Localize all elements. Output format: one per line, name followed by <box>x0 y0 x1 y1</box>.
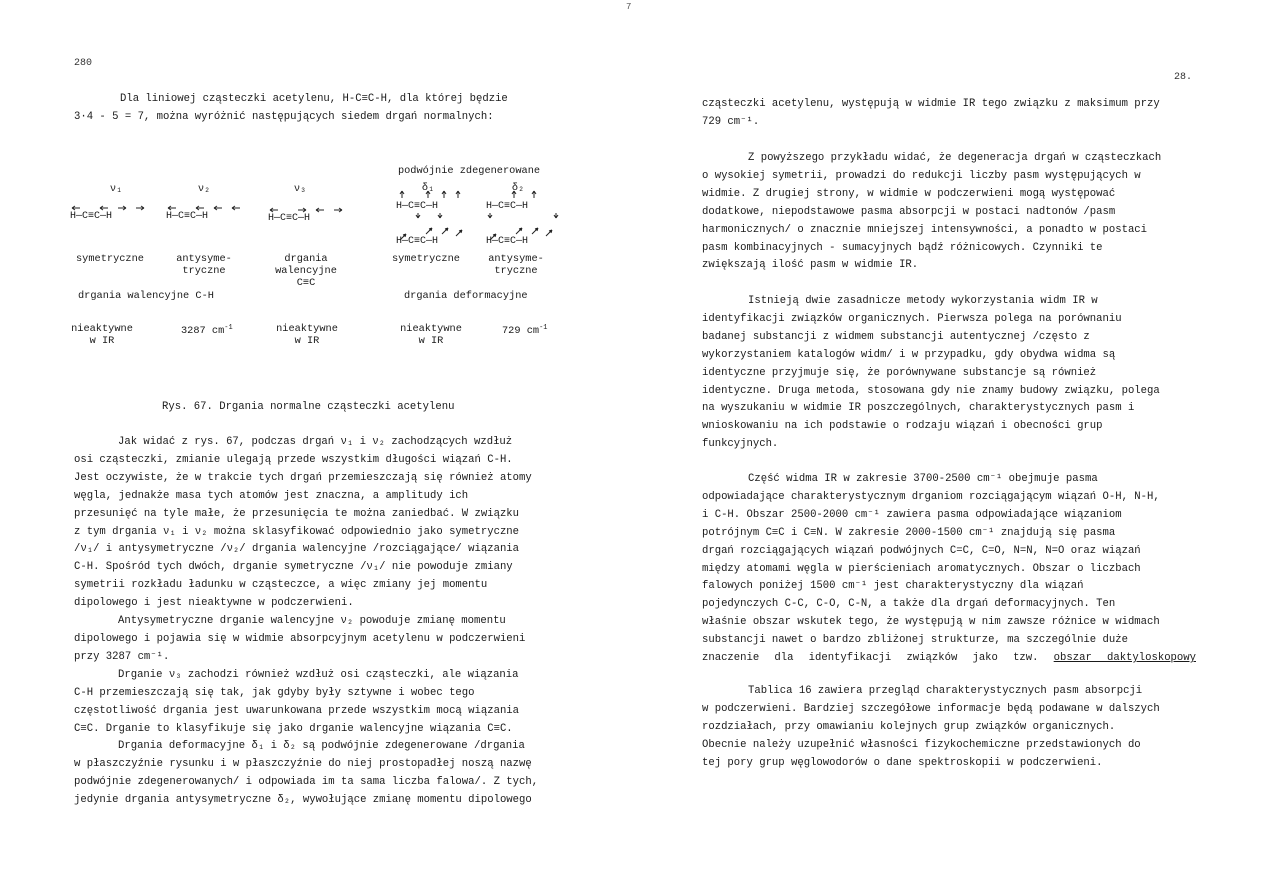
right-paragraph-1 <box>702 96 1196 132</box>
text-line: rozdziałach, przy omawianiu kolejnych grup związków organicznych. <box>702 720 1116 733</box>
molecule-text: H—C≡C—H <box>268 213 311 224</box>
text-line: Antysymetryczne drganie walencyjne ν₂ powoduje zmianę momentu <box>118 615 506 628</box>
text-line: zwiększają ilość pasm w widmie IR. <box>702 259 919 272</box>
text-line: na wyszukaniu w widmie IR poszczególnych, charakterystycznych pasm i <box>702 402 1135 415</box>
text-line: w podczerwieni. Bardziej szczegółowe informacje będą podawane w dalszych <box>702 702 1160 715</box>
text-line: Dla liniowej cząsteczki acetylenu, H-C≡C-H, dla której będzie <box>120 93 508 105</box>
text-line: 729 cm⁻¹. <box>702 115 760 128</box>
activity-nu1: nieaktywne w IR <box>71 323 133 347</box>
text-line: identyczne. Druga metoda, stosowana gdy nie znamy budowy związku, polega <box>702 384 1160 397</box>
molecule-text: H—C≡C—H <box>486 236 529 247</box>
mode-label-nu3: ν₃ <box>293 183 307 195</box>
text-fragment: znaczenie dla identyfikacji związków jako tzw. <box>702 652 1039 665</box>
text-line: wykorzystaniem katalogów widm/ i w przypadku, gdy obydwa widma są <box>702 348 1116 361</box>
text-line: przesunięć na tyle małe, że przesunięcia te można zaniedbać. W związku <box>74 507 520 520</box>
symmetry-nu3: drgania walencyjne C≡C <box>275 253 337 289</box>
molecule-text: H—C≡C—H <box>166 211 209 222</box>
molecule-text: H—C≡C—H <box>70 211 113 222</box>
activity-delta2 <box>502 322 547 337</box>
text-line: pojedynczych C-C, C-O, C-N, a także dla drgań deformacyjnych. Ten <box>702 598 1116 611</box>
text-line: między atomami węgla w pierścieniach aromatycznych. Obszar o liczbach <box>702 562 1141 575</box>
page-number-left: 280 <box>74 58 93 69</box>
text-line: Jak widać z rys. 67, podczas drgań ν₁ i ν₂ zachodzących wzdłuż <box>118 436 513 448</box>
symmetry-delta1: symetryczne <box>392 253 460 265</box>
delta1-up-arrows-icon <box>396 189 476 219</box>
molecule-delta2-a <box>486 201 528 212</box>
text-line: odpowiadające charakterystycznym drganiom rozciągającym wiązań O-H, N-H, <box>702 490 1160 503</box>
activity-nu2 <box>181 322 233 337</box>
delta2-side-arrows-icon <box>486 226 566 242</box>
molecule-nu3 <box>268 213 310 224</box>
text-line: częstotliwość drgania jest uwarunkowana przede wszystkim mocą wiązania <box>74 704 520 717</box>
symmetry-nu2: antysyme- tryczne <box>176 253 232 277</box>
text-line: dodatkowe, niepodstawowe pasma absorpcji w postaci nadtonów /pasm <box>702 205 1116 218</box>
text-line: badanej substancji z widmem substancji autentycznej /często z <box>702 330 1090 343</box>
group-valence: drgania walencyjne C-H <box>78 290 214 302</box>
molecule-text: H—C≡C—H <box>396 201 439 212</box>
symmetry-nu1: symetryczne <box>76 253 144 265</box>
text-line: właśnie obszar wskutek tego, że występują w nim zawsze różnice w widmach <box>702 616 1160 629</box>
text-line: dipolowego i pojawia się w widmie absorpcyjnym acetylenu w podczerwieni <box>74 632 526 645</box>
text-line: Część widma IR w zakresie 3700-2500 cm⁻¹ obejmuje pasma <box>748 473 1098 485</box>
molecule-nu1 <box>70 211 112 222</box>
text-line: z tym drgania ν₁ i ν₂ można sklasyfikować odpowiednio jako symetryczne <box>74 525 520 538</box>
molecule-delta1-b <box>396 236 438 247</box>
nu2-arrows-icon <box>166 202 246 212</box>
page-number-right: 28. <box>1174 72 1193 83</box>
fingerprint-term: obszar daktyloskopowy <box>1053 652 1196 665</box>
figure-caption: Rys. 67. Drgania normalne cząsteczki acetylenu <box>162 401 455 413</box>
text-line: identyczne przyjmuje się, że porównywane substancje są również <box>702 366 1097 379</box>
unit-exponent: -1 <box>224 324 233 332</box>
mode-label-nu1: ν₁ <box>109 183 123 195</box>
text-line: substancji nawet o bardzo zbliżonej strukturze, ma szczególnie duże <box>702 634 1128 647</box>
right-page <box>640 0 1263 893</box>
text-line: Drgania deformacyjne δ₁ i δ₂ są podwójnie zdegenerowane /drgania <box>118 740 525 753</box>
mode-label-nu2: ν₂ <box>197 183 211 195</box>
text-line: tej pory grup węglowodorów o dane spektroskopii w podczerwieni. <box>702 756 1103 769</box>
molecule-delta2-b <box>486 236 528 247</box>
text-line: pasm kombinacyjnych - sumacyjnych bądź różnicowych. Czynniki te <box>702 241 1103 254</box>
symmetry-delta2: antysyme- tryczne <box>488 253 544 277</box>
text-line: potrójnym C≡C i C≡N. W zakresie 2000-1500 cm⁻¹ znajdują się pasma <box>702 526 1116 539</box>
text-line: Obecnie należy uzupełnić własności fizykochemiczne przedstawionych do <box>702 738 1141 751</box>
unit-exponent: -1 <box>539 324 548 332</box>
text-line: C-H przemieszczają się tak, jak gdyby były sztywne i wobec tego <box>74 686 475 699</box>
text-line: węgla, jednakże masa tych atomów jest znaczna, a amplitudy ich <box>74 489 469 502</box>
intro-paragraph <box>74 91 556 127</box>
activity-nu3: nieaktywne w IR <box>276 323 338 347</box>
text-line: funkcyjnych. <box>702 438 779 451</box>
text-line: Jest oczywiste, że w trakcie tych drgań przemieszczają się również atomy <box>74 471 532 484</box>
page-top-mark: 7 <box>626 2 632 12</box>
right-paragraph-3 <box>702 293 1196 454</box>
text-line: osi cząsteczki, zmianie ulegają przede wszystkim długości wiązań C-H. <box>74 453 513 466</box>
text-line: harmonicznych/ o znacznie mniejszej intensywności, a ponadto w postaci <box>702 223 1148 236</box>
activity-delta1: nieaktywne w IR <box>400 323 462 347</box>
text-line: Tablica 16 zawiera przegląd charakterystycznych pasm absorpcji <box>748 685 1143 697</box>
text-line: wnioskowaniu na ich podstawie o rodzaju wiązań i obecności grup <box>702 420 1103 433</box>
delta2-wavenumber: 729 cm <box>502 325 540 337</box>
text-line: widmie. Z drugiej strony, w widmie w podczerwieni mogą występować <box>702 187 1116 200</box>
text-line: drgań rozciągających wiązań podwójnych C=C, C=O, N=N, N=O oraz wiązań <box>702 544 1141 557</box>
text-line: Istnieją dwie zasadnicze metody wykorzystania widm IR w <box>748 295 1098 307</box>
text-line: /ν₁/ i antysymetryczne /ν₂/ drgania walencyjne /rozciągające/ wiązania <box>74 543 520 556</box>
molecule-delta1-a <box>396 201 438 212</box>
text-line: i C-H. Obszar 2500-2000 cm⁻¹ zawiera pasma odpowiadające wiązaniom <box>702 508 1122 521</box>
text-line: jedynie drgania antysymetryczne δ₂, wywołujące zmianę momentu dipolowego <box>74 794 532 807</box>
text-line: dipolowego i jest nieaktywne w podczerwieni. <box>74 597 354 610</box>
delta2-up-arrows-icon <box>486 189 566 219</box>
right-paragraph-2 <box>702 150 1196 275</box>
text-line: symetrii rozkładu ładunku w cząsteczce, a więc zmiany jej momentu <box>74 579 488 592</box>
degenerate-header: podwójnie zdegenerowane <box>397 165 541 177</box>
mode-label-delta2: δ₂ <box>511 182 525 194</box>
text-line <box>702 650 1196 668</box>
nu3-arrows-icon <box>268 204 348 214</box>
text-line: C-H. Spośród tych dwóch, drganie symetryczne /ν₁/ nie powoduje zmiany <box>74 561 513 574</box>
molecule-nu2 <box>166 211 208 222</box>
text-line: C≡C. Drganie to klasyfikuje się jako drganie walencyjne wiązania C≡C. <box>74 722 513 735</box>
text-line: 3·4 - 5 = 7, można wyróżnić następujących siedem drgań normalnych: <box>74 110 494 123</box>
right-paragraph-4 <box>702 471 1196 668</box>
text-line: w płaszczyźnie rysunku i w płaszczyźnie do niej prostopadłej noszą nazwę <box>74 758 532 771</box>
mode-label-delta1: δ₁ <box>421 182 435 194</box>
left-body <box>74 434 556 810</box>
text-line: Z powyższego przykładu widać, że degeneracja drgań w cząsteczkach <box>748 152 1162 164</box>
nu1-arrows-icon <box>70 202 150 212</box>
right-paragraph-5 <box>702 683 1196 773</box>
text-line: przy 3287 cm⁻¹. <box>74 650 170 663</box>
left-page <box>0 0 620 893</box>
text-line: o wysokiej symetrii, prowadzi do redukcji liczby pasm występujących w <box>702 169 1141 182</box>
text-line: identyfikacji związków organicznych. Pierwsza polega na porównaniu <box>702 312 1122 325</box>
group-deformation: drgania deformacyjne <box>404 290 528 302</box>
molecule-text: H—C≡C—H <box>396 236 439 247</box>
text-line: falowych poniżej 1500 cm⁻¹ jest charakterystyczny dla wiązań <box>702 580 1084 593</box>
delta1-side-arrows-icon <box>396 226 476 242</box>
molecule-text: H—C≡C—H <box>486 201 529 212</box>
text-line: podwójnie zdegenerowanych/ i odpowiada im ta sama liczba falowa/. Z tych, <box>74 776 539 789</box>
text-line: cząsteczki acetylenu, występują w widmie IR tego związku z maksimum przy <box>702 98 1160 110</box>
nu2-wavenumber: 3287 cm <box>181 325 225 337</box>
text-line: Drganie ν₃ zachodzi również wzdłuż osi cząsteczki, ale wiązania <box>118 668 519 681</box>
